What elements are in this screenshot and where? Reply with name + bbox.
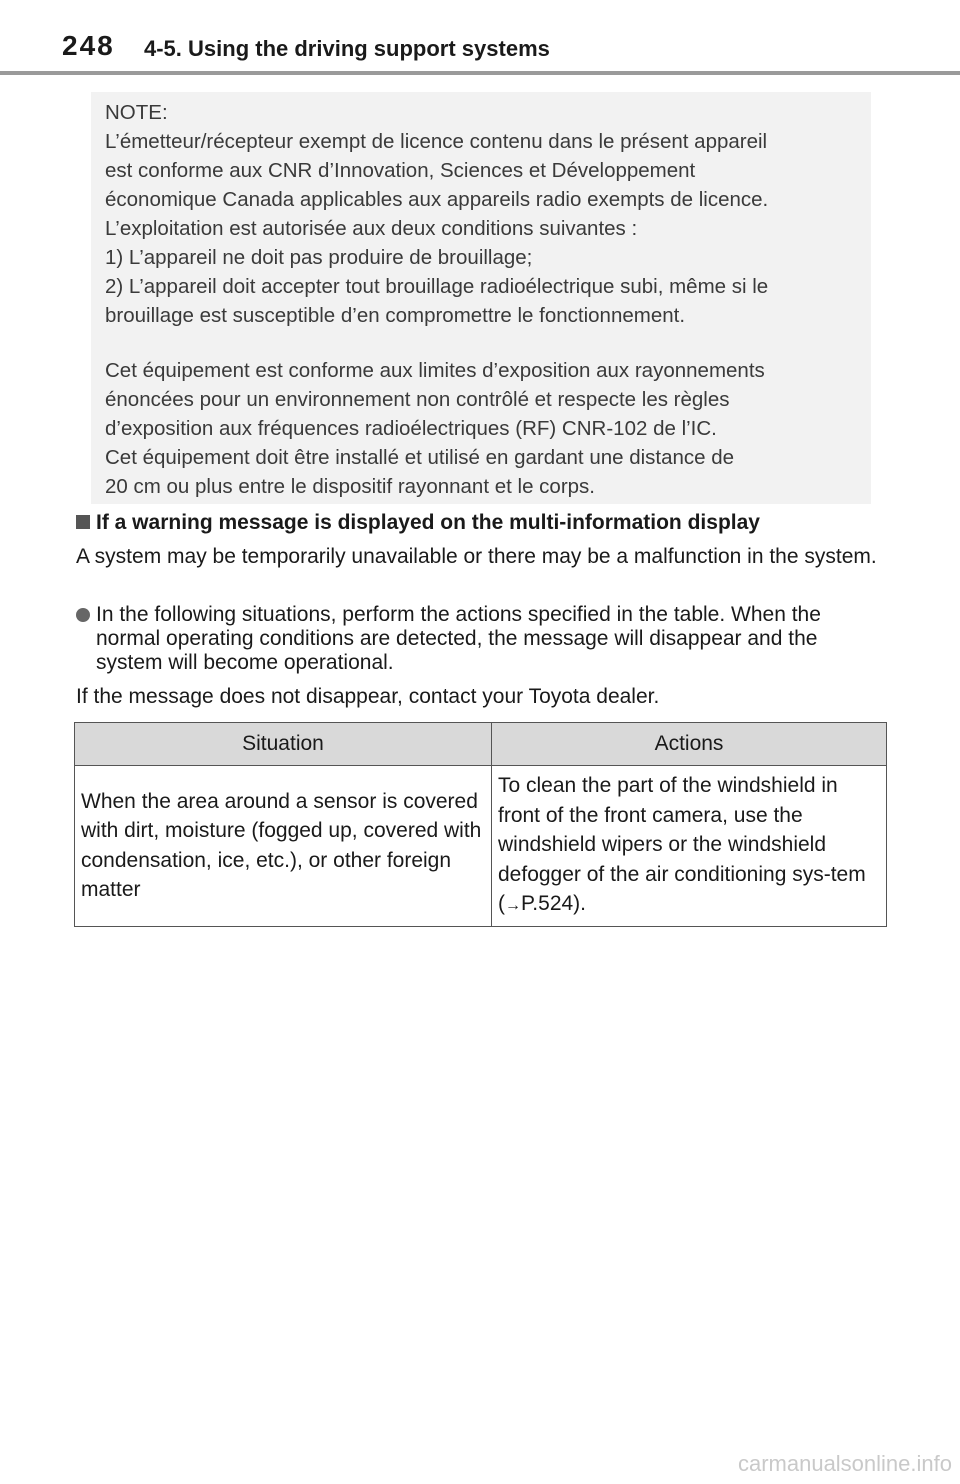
note-line: L’exploitation est autorisée aux deux conditions suivantes : [105, 217, 638, 240]
note-line: NOTE: [105, 101, 168, 124]
dealer-paragraph: If the message does not disappear, contact your Toyota dealer. [76, 685, 660, 708]
note-line: est conforme aux CNR d’Innovation, Sciences et Développement [105, 159, 696, 182]
header-divider [0, 71, 960, 75]
table-header-actions: Actions [492, 723, 887, 766]
note-line: Cet équipement est conforme aux limites d’exposition aux rayonnements [105, 359, 765, 382]
bullet-item [76, 603, 886, 675]
note-line: Cet équipement doit être installé et utilisé en gardant une distance de [105, 446, 735, 469]
note-line: d’exposition aux fréquences radioélectriques (RF) CNR-102 de l’IC. [105, 417, 717, 440]
page-header [0, 0, 960, 76]
bullet-text: In the following situations, perform the actions specified in the table. When the normal operating conditions are detected, the message will disappear and the system will become operational. [96, 603, 821, 674]
note-line: L’émetteur/récepteur exempt de licence contenu dans le présent appareil [105, 130, 768, 153]
note-line: brouillage est susceptible d’en compromettre le fonctionnement. [105, 304, 686, 327]
note-text [105, 98, 865, 501]
page-reference-link[interactable]: P.524). [521, 892, 586, 915]
section-title: 4-5. Using the driving support systems [144, 36, 550, 61]
watermark-text: carmanualsonline.info [737, 1451, 952, 1476]
regulatory-note-box [91, 92, 871, 504]
subsection-heading [76, 511, 760, 535]
situation-cell: When the area around a sensor is covered with dirt, moisture (fogged up, covered with condensation, ice, etc.), or other foreign matter [75, 766, 492, 927]
actions-cell [492, 766, 887, 927]
situation-actions-table [74, 722, 887, 927]
table-header-situation: Situation [75, 723, 492, 766]
note-line: énoncées pour un environnement non contrôlé et respecte les règles [105, 388, 730, 411]
circle-bullet-icon [76, 608, 90, 622]
page-number: 248 [62, 30, 115, 61]
actions-text: To clean the part of the windshield in front of the front camera, use the windshield wipers or the windshield defogger of the air conditioning sys-tem ( [498, 774, 866, 915]
subsection-heading-text: If a warning message is displayed on the multi-information display [96, 511, 760, 534]
intro-paragraph: A system may be temporarily unavailable or there may be a malfunction in the system. [76, 545, 877, 568]
arrow-right-icon: → [505, 897, 521, 914]
note-line: 2) L’appareil doit accepter tout brouillage radioélectrique subi, même si le [105, 275, 769, 298]
note-line: économique Canada applicables aux appareils radio exempts de licence. [105, 188, 769, 211]
table-row [75, 766, 887, 927]
note-line: 20 cm ou plus entre le dispositif rayonnant et le corps. [105, 475, 595, 498]
note-spacer [105, 330, 865, 356]
table-header-row [75, 723, 887, 766]
square-bullet-icon [76, 515, 90, 529]
note-line: 1) L’appareil ne doit pas produire de brouillage; [105, 246, 533, 269]
